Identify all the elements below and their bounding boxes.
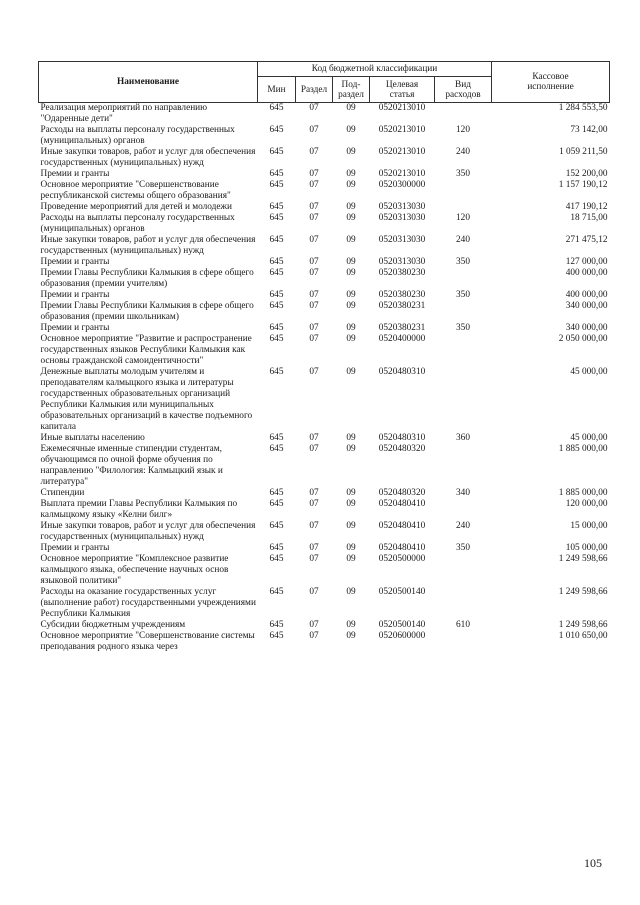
row-subsection: 09: [346, 257, 356, 267]
row-target: 0520380230: [378, 290, 426, 300]
row-target: 0520313030: [378, 202, 426, 212]
row-amount: 45 000,00: [570, 367, 608, 377]
row-name: Денежные выплаты молодым учителям и преподавателям калмыцкого языка и литературы государственных образовательных организаций Республики Калмыкия или муниципальных образовательных организаций в качестве подъемного капитала: [40, 367, 253, 432]
header-execution-label: Кассовое исполнение: [527, 72, 574, 92]
row-section: 07: [309, 301, 319, 311]
row-amount: 18 715,00: [570, 213, 608, 223]
header-section: Раздел: [296, 77, 333, 103]
row-subsection: 09: [346, 631, 356, 641]
row-amount: 1 249 598,66: [558, 554, 608, 564]
row-name: Премии Главы Республики Калмыкия в сфере общего образования (премии учителям): [40, 268, 254, 289]
row-target: 0520213010: [378, 103, 426, 113]
row-amount: 1 284 553,50: [558, 103, 608, 113]
row-subsection: 09: [346, 180, 356, 190]
row-name: Премии и гранты: [40, 257, 110, 267]
row-section: 07: [309, 631, 319, 641]
table-row: [39, 631, 610, 653]
row-name: Основное мероприятие "Развитие и распространение государственных языков Республики Калмыкия как основы гражданской самоидентичности": [40, 334, 252, 366]
row-section: 07: [309, 521, 319, 531]
page-number: 105: [584, 856, 602, 870]
row-exp-type: [435, 103, 492, 126]
row-subsection: 09: [346, 499, 356, 509]
row-section: 07: [309, 257, 319, 267]
row-subsection: 09: [346, 334, 356, 344]
row-name: Основное мероприятие "Совершенствование системы преподавания родного языка через: [40, 631, 255, 652]
row-section: 07: [309, 620, 319, 630]
row-subsection: 09: [346, 169, 356, 179]
row-exp-type: 350: [456, 290, 470, 300]
row-exp-type: 350: [456, 169, 470, 179]
row-target: 0520480320: [378, 444, 426, 454]
row-ministry: 645: [269, 521, 284, 531]
row-amount: 417 190,12: [565, 202, 608, 212]
row-target: 0520213010: [378, 125, 426, 135]
row-ministry: 645: [269, 147, 284, 157]
row-section: 07: [309, 334, 319, 344]
row-exp-type: [435, 631, 492, 653]
row-target: 0520480320: [378, 488, 426, 498]
row-section: 07: [309, 444, 319, 454]
row-subsection: 09: [346, 554, 356, 564]
row-ministry: 645: [269, 367, 284, 377]
table-row: [39, 367, 610, 433]
row-section: 07: [309, 147, 319, 157]
row-target: 0520380230: [378, 268, 426, 278]
table-body: [39, 103, 610, 654]
row-target: 0520480310: [378, 367, 426, 377]
table-row: [39, 301, 610, 323]
row-target: 0520480310: [378, 433, 426, 443]
row-amount: 2 050 000,00: [558, 334, 608, 344]
table-row: [39, 268, 610, 290]
row-section: 07: [309, 433, 319, 443]
header-target: [370, 77, 435, 103]
row-ministry: 645: [269, 488, 284, 498]
row-subsection: 09: [346, 290, 356, 300]
row-target: 0520313030: [378, 213, 426, 223]
row-exp-type: [435, 268, 492, 290]
row-amount: 120 000,00: [565, 499, 608, 509]
header-execution: [492, 62, 610, 103]
row-target: 0520600000: [378, 631, 426, 641]
row-exp-type: [435, 301, 492, 323]
row-ministry: 645: [269, 323, 284, 333]
row-amount: 1 885 000,00: [558, 488, 608, 498]
row-ministry: 645: [269, 301, 284, 311]
row-target: 0520313030: [378, 257, 426, 267]
row-ministry: 645: [269, 499, 284, 509]
row-subsection: 09: [346, 488, 356, 498]
row-section: 07: [309, 235, 319, 245]
table-row: [39, 499, 610, 521]
table-row: [39, 257, 610, 268]
row-subsection: 09: [346, 125, 356, 135]
row-name: Иные выплаты населению: [40, 433, 145, 443]
row-subsection: 09: [346, 444, 356, 454]
header-subsection-label: Под- раздел: [338, 79, 364, 100]
table-row: [39, 169, 610, 180]
row-amount: 45 000,00: [570, 433, 608, 443]
row-target: 0520480410: [378, 543, 426, 553]
table-row: [39, 444, 610, 488]
table-row: [39, 235, 610, 257]
table-row: [39, 587, 610, 620]
row-amount: 152 200,00: [565, 169, 608, 179]
row-target: 0520480410: [378, 499, 426, 509]
row-ministry: 645: [269, 631, 284, 641]
row-name: Иные закупки товаров, работ и услуг для обеспечения государственных (муниципальных) нужд: [40, 235, 256, 256]
row-section: 07: [309, 213, 319, 223]
row-exp-type: 240: [456, 521, 470, 531]
row-exp-type: [435, 554, 492, 587]
row-exp-type: 360: [456, 433, 470, 443]
row-name: Премии и гранты: [40, 169, 110, 179]
table-row: [39, 620, 610, 631]
table-row: [39, 202, 610, 213]
row-name: Премии Главы Республики Калмыкия в сфере общего образования (премии школьникам): [40, 301, 254, 322]
row-exp-type: 610: [456, 620, 470, 630]
row-amount: 105 000,00: [565, 543, 608, 553]
row-exp-type: [435, 180, 492, 202]
row-ministry: 645: [269, 268, 284, 278]
row-section: 07: [309, 268, 319, 278]
row-amount: 1 010 650,00: [558, 631, 608, 641]
table-row: [39, 334, 610, 367]
row-amount: 400 000,00: [565, 268, 608, 278]
row-ministry: 645: [269, 202, 284, 212]
header-name: Наименование: [39, 62, 258, 103]
row-exp-type: 240: [456, 147, 470, 157]
row-ministry: 645: [269, 169, 284, 179]
row-amount: 15 000,00: [570, 521, 608, 531]
table-header: [39, 62, 610, 103]
row-exp-type: 240: [456, 235, 470, 245]
row-ministry: 645: [269, 257, 284, 267]
row-ministry: 645: [269, 433, 284, 443]
table-row: [39, 213, 610, 235]
header-exp-type-label: Вид расходов: [445, 79, 481, 100]
row-exp-type: 120: [456, 125, 470, 135]
row-name: Выплата премии Главы Республики Калмыкия по калмыцкому языку «Келни билг»: [40, 499, 238, 520]
row-amount: 340 000,00: [565, 301, 608, 311]
row-target: 0520300000: [378, 180, 426, 190]
row-ministry: 645: [269, 103, 284, 113]
row-target: 0520380231: [378, 301, 426, 311]
row-subsection: 09: [346, 620, 356, 630]
row-exp-type: [435, 444, 492, 488]
row-amount: 1 157 190,12: [558, 180, 608, 190]
row-ministry: 645: [269, 543, 284, 553]
row-exp-type: [435, 202, 492, 213]
row-exp-type: 350: [456, 257, 470, 267]
row-amount: 1 885 000,00: [558, 444, 608, 454]
row-subsection: 09: [346, 213, 356, 223]
row-section: 07: [309, 587, 319, 597]
row-subsection: 09: [346, 103, 356, 113]
row-subsection: 09: [346, 433, 356, 443]
row-amount: 340 000,00: [565, 323, 608, 333]
row-subsection: 09: [346, 323, 356, 333]
table-row: [39, 103, 610, 126]
row-subsection: 09: [346, 301, 356, 311]
row-target: 0520500140: [378, 620, 426, 630]
row-target: 0520480410: [378, 521, 426, 531]
row-section: 07: [309, 499, 319, 509]
row-name: Иные закупки товаров, работ и услуг для обеспечения государственных (муниципальных) нужд: [40, 521, 256, 542]
table-row: [39, 180, 610, 202]
row-amount: 73 142,00: [570, 125, 608, 135]
header-subsection: [333, 77, 370, 103]
row-section: 07: [309, 202, 319, 212]
row-name: Премии и гранты: [40, 543, 110, 553]
row-exp-type: [435, 367, 492, 433]
row-target: 0520213010: [378, 147, 426, 157]
row-amount: 1 059 211,50: [559, 147, 608, 157]
row-ministry: 645: [269, 235, 284, 245]
row-ministry: 645: [269, 125, 284, 135]
row-name: Премии и гранты: [40, 290, 110, 300]
row-section: 07: [309, 323, 319, 333]
table-row: [39, 290, 610, 301]
row-section: 07: [309, 367, 319, 377]
row-exp-type: [435, 334, 492, 367]
row-target: 0520213010: [378, 169, 426, 179]
row-subsection: 09: [346, 521, 356, 531]
table-row: [39, 554, 610, 587]
header-ministry: Мин: [258, 77, 296, 103]
row-ministry: 645: [269, 554, 284, 564]
row-amount: 1 249 598,66: [558, 587, 608, 597]
row-name: Проведение мероприятий для детей и молодежи: [40, 202, 232, 212]
row-name: Ежемесячные именные стипендии студентам, обучающимся по очной форме обучения по направлению "Филология: Калмыцкий язык и литература": [40, 444, 223, 487]
row-exp-type: 350: [456, 323, 470, 333]
row-section: 07: [309, 488, 319, 498]
row-subsection: 09: [346, 543, 356, 553]
row-ministry: 645: [269, 444, 284, 454]
row-name: Премии и гранты: [40, 323, 110, 333]
row-name: Основное мероприятие "Совершенствование республиканской системы общего образования": [40, 180, 231, 201]
row-amount: 271 475,12: [565, 235, 608, 245]
budget-table: [38, 61, 610, 653]
row-subsection: 09: [346, 367, 356, 377]
row-exp-type: 340: [456, 488, 470, 498]
table-row: [39, 543, 610, 554]
budget-table-container: [38, 61, 609, 653]
table-row: [39, 488, 610, 499]
row-subsection: 09: [346, 268, 356, 278]
row-target: 0520500140: [378, 587, 426, 597]
row-name: Расходы на оказание государственных услуг (выполнение работ) государственными учреждениями Республики Калмыкия: [40, 587, 256, 619]
row-section: 07: [309, 554, 319, 564]
header-target-label: Целевая статья: [385, 79, 419, 100]
row-ministry: 645: [269, 213, 284, 223]
table-row: [39, 125, 610, 147]
row-section: 07: [309, 180, 319, 190]
row-exp-type: [435, 499, 492, 521]
table-row: [39, 147, 610, 169]
row-name: Иные закупки товаров, работ и услуг для обеспечения государственных (муниципальных) нужд: [40, 147, 256, 168]
row-target: 0520380231: [378, 323, 426, 333]
row-ministry: 645: [269, 290, 284, 300]
row-ministry: 645: [269, 180, 284, 190]
row-name: Основное мероприятие "Комплексное развитие калмыцкого языка, обеспечение научных основ языковой политики": [40, 554, 229, 586]
row-amount: 1 249 598,66: [558, 620, 608, 630]
row-section: 07: [309, 169, 319, 179]
table-row: [39, 521, 610, 543]
row-subsection: 09: [346, 587, 356, 597]
row-section: 07: [309, 290, 319, 300]
row-exp-type: 350: [456, 543, 470, 553]
row-subsection: 09: [346, 147, 356, 157]
row-name: Субсидии бюджетным учреждениям: [40, 620, 186, 630]
table-row: [39, 323, 610, 334]
row-amount: 400 000,00: [565, 290, 608, 300]
row-target: 0520400000: [378, 334, 426, 344]
header-code-group: Код бюджетной классификации: [258, 62, 492, 77]
row-section: 07: [309, 543, 319, 553]
row-amount: 127 000,00: [565, 257, 608, 267]
row-name: Расходы на выплаты персоналу государственных (муниципальных) органов: [40, 213, 235, 234]
row-name: Расходы на выплаты персоналу государственных (муниципальных) органов: [40, 125, 235, 146]
row-name: Реализация мероприятий по направлению "Одаренные дети": [40, 103, 208, 124]
row-ministry: 645: [269, 620, 284, 630]
row-subsection: 09: [346, 202, 356, 212]
row-subsection: 09: [346, 235, 356, 245]
row-target: 0520500000: [378, 554, 426, 564]
row-target: 0520313030: [378, 235, 426, 245]
row-exp-type: 120: [456, 213, 470, 223]
row-name: Стипендии: [40, 488, 85, 498]
row-exp-type: [435, 587, 492, 620]
row-ministry: 645: [269, 334, 284, 344]
header-exp-type: [435, 77, 492, 103]
row-section: 07: [309, 103, 319, 113]
table-row: [39, 433, 610, 444]
row-section: 07: [309, 125, 319, 135]
row-ministry: 645: [269, 587, 284, 597]
